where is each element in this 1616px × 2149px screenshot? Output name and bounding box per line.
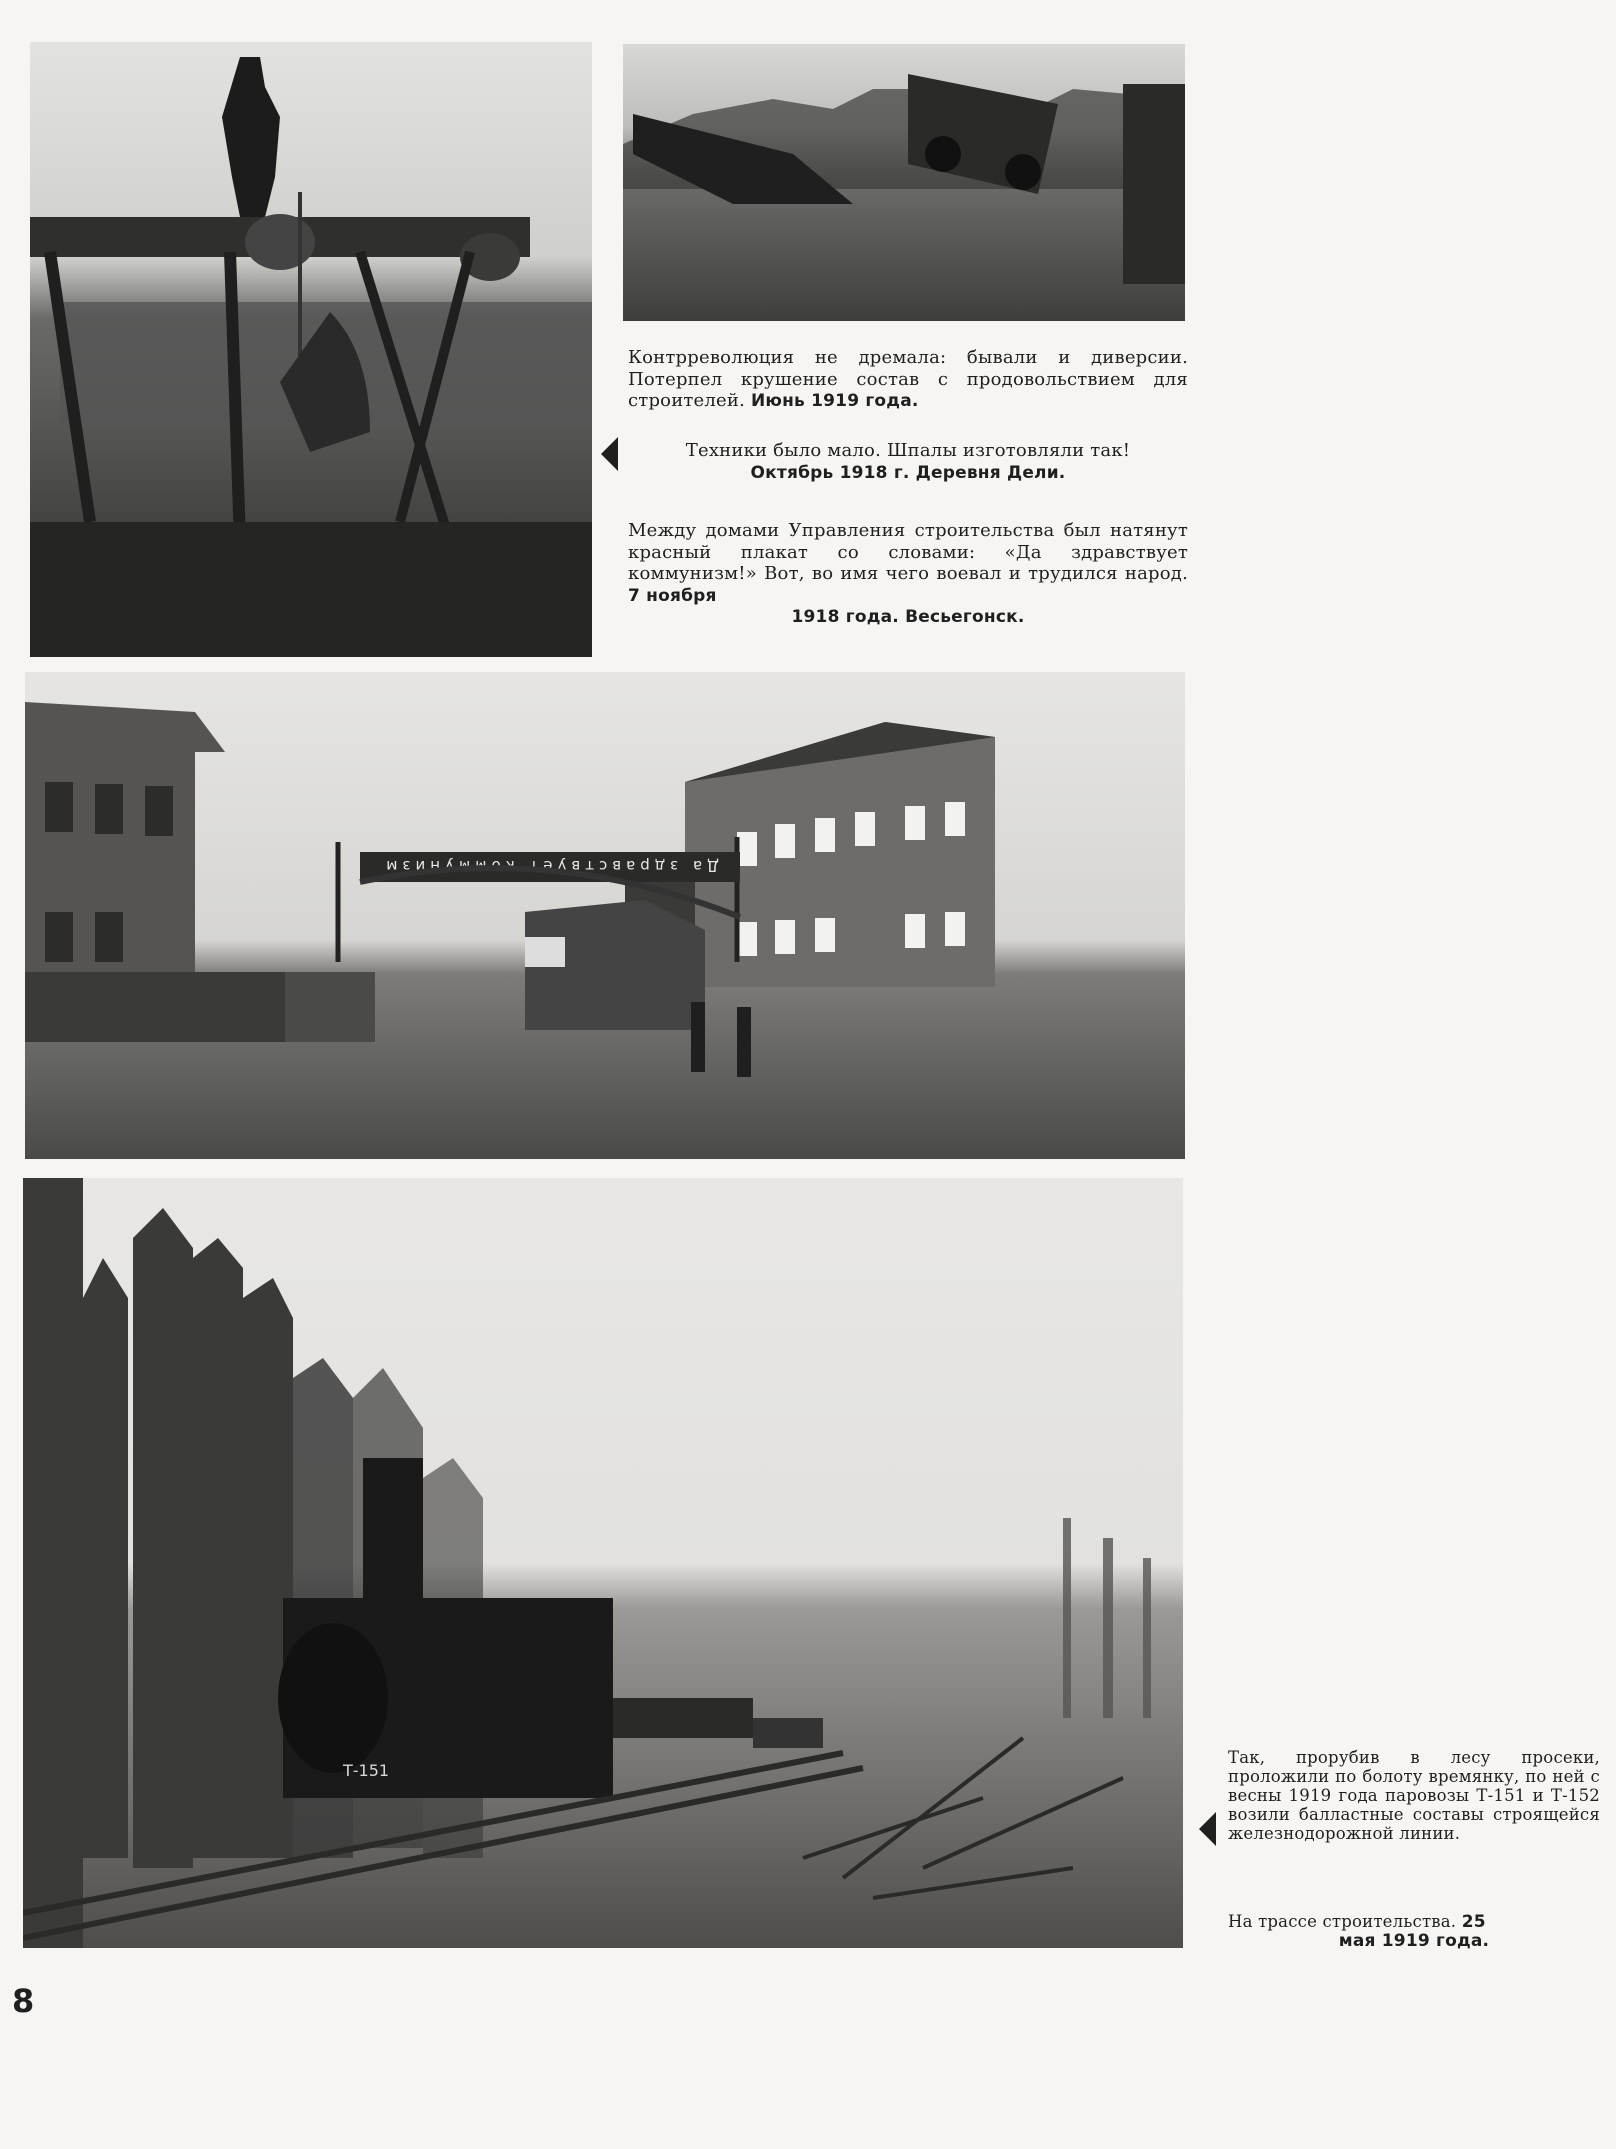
caption-sleepers-text: Техники было мало. Шпалы изготовляли так! (685, 440, 1131, 461)
caption-wreck (628, 347, 1188, 413)
page-number: 8 (12, 1982, 35, 2020)
photo-locomotive (23, 1178, 1183, 1948)
caption-locomotive-text: Так, прорубив в лесу просеки, проложили по болоту времянку, по ней с весны 1919 года паровозы Т-151 и Т-152 возили балластные составы строящейся железнодорожной линии. (1228, 1748, 1600, 1843)
caption-wreck-text: Контрреволюция не дремала: бывали и диверсии. Потерпел крушение состав с продовольствием для строителей. (628, 347, 1188, 411)
caption-route (1228, 1912, 1600, 1951)
caption-sleepers-date: Октябрь 1918 г. Деревня Дели. (750, 462, 1066, 483)
caption-route-date-a: 25 (1461, 1912, 1486, 1932)
pointer-left-arrow-icon-2 (1199, 1812, 1216, 1846)
photo-train-wreck (623, 44, 1185, 321)
caption-banner (628, 520, 1188, 629)
caption-banner-date-b: 1918 года. Весьегонск. (791, 607, 1025, 627)
caption-banner-text: Между домами Управления строительства был натянут красный плакат со словами: «Да здравствует коммунизм!» Вот, во имя чего воевал и трудился народ. (628, 520, 1188, 584)
caption-banner-date-a: 7 ноября (628, 585, 717, 606)
locomotive-number: Т-151 (343, 1761, 390, 1780)
caption-route-date-b: мая 1919 года. (1338, 1931, 1490, 1951)
caption-wreck-date: Июнь 1919 года. (750, 391, 919, 411)
caption-locomotive (1228, 1748, 1600, 1843)
photo-street-banner (25, 672, 1185, 1159)
caption-route-text: На трассе строительства. (1228, 1912, 1457, 1931)
banner-text: Да здравствует коммунизм (381, 857, 719, 875)
photo-sleeper-sawing (30, 42, 592, 657)
pointer-left-arrow-icon (601, 437, 618, 471)
caption-sleepers (628, 440, 1188, 484)
